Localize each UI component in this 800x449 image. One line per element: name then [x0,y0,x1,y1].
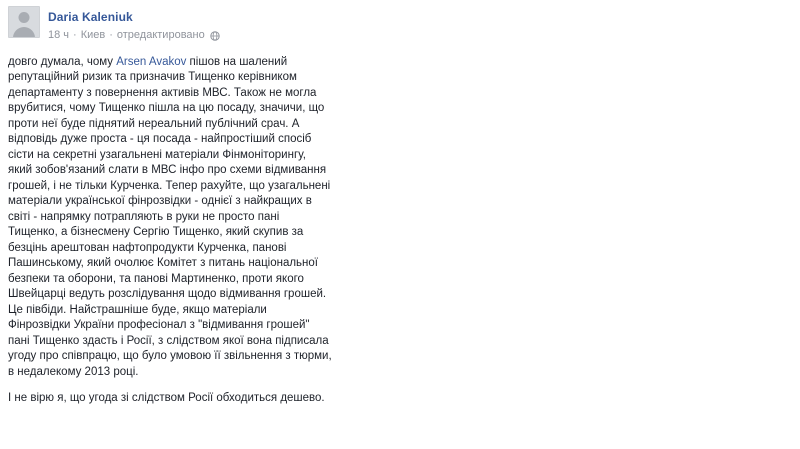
post-paragraph-2: І не вірю я, що угода зі слідством Росії обходиться дешево. [8,392,325,405]
avatar-head-shape [19,12,30,23]
post-author-name[interactable]: Daria Kaleniuk [48,10,133,24]
meta-separator-2: · [109,29,113,41]
post-timestamp[interactable]: 18 ч [48,29,70,41]
post-location[interactable]: Киев [80,29,106,41]
post-body [0,45,340,407]
globe-icon[interactable] [210,31,220,41]
mention-link[interactable]: Arsen Avakov [116,55,187,68]
post-header [0,0,800,45]
avatar[interactable] [8,6,40,38]
post-paragraph-1 [8,55,332,381]
meta-separator-1: · [73,29,77,41]
post-text-before-mention: довго думала, чому [8,55,117,68]
avatar-body-shape [13,27,35,38]
post-header-text [48,6,220,43]
post-edited-label[interactable]: отредактировано [116,29,205,41]
post-text-after-mention: пішов на шалений репутаційний ризик та призначив Тищенко керівником департаменту з повернення активів МВС. Також не могла врубитися, чому Тищенко пішла на цю посаду, значичи, що проти неї буде піднятий нереальний публічний срач. А відповідь дуже проста - ця посада - найпростіший спосіб сісти на секретні узагальнені матеріали Фінмоніторингу, який зобов'язаний слати в МВС інфо про схеми відмивання грошей, і не тільки Курченка. Тепер рахуйте, що узагальнені матеріали української фінрозвідки - однієї з найкращих в світі - напрямку потрапляють в руки не просто пані Тищенко, а бізнесмену Сергію Тищенко, який скупив за безцінь арештован нафтопродукти Курченка, панові Пашинському, який очолює Комітет з питань національної безпеки та оборони, та панові Мартиненко, проти якого Швейцарці ведуть розслідування щодо відмивання грошей. Це півбіди. Найстрашніше буде, якщо матеріали Фінрозвідки України професіонал з "відмивання грошей" пані Тищенко здасть і Росії, з слідством якої вона підписала угоду про співпрацю, що було умовою її звільнення з тюрми, в недалекому 2013 році. [8,55,332,378]
post-meta [48,29,220,43]
